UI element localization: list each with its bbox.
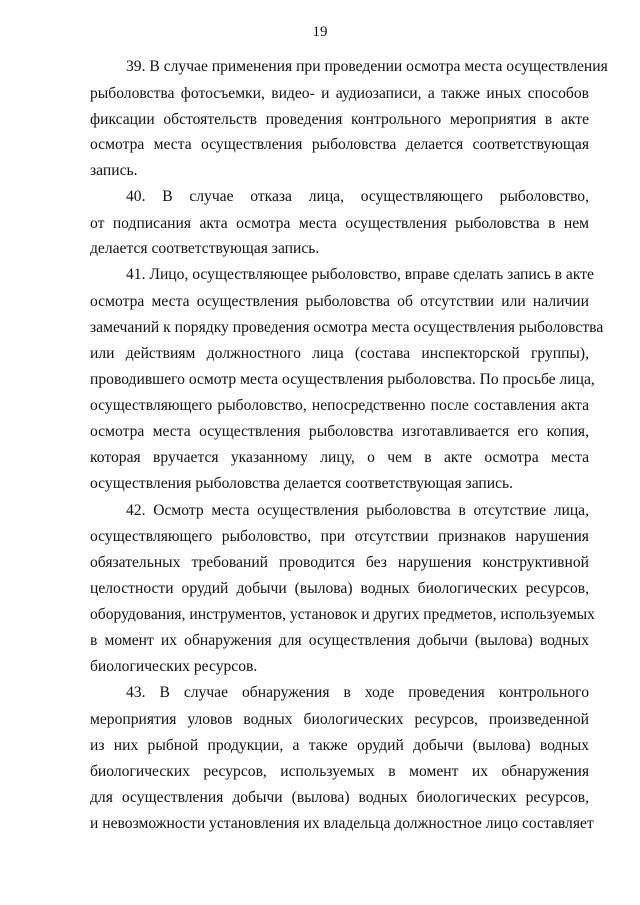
- paragraph-42-line-7: биологических ресурсов.: [90, 658, 258, 675]
- paragraph-41-line-6: осуществляющего рыболовство, непосредственно после составления акта: [90, 397, 589, 414]
- paragraph-42-line-1: 42. Осмотр места осуществления рыболовства в отсутствие лица,: [126, 502, 589, 519]
- paragraph-41-line-9: осуществления рыболовства делается соответствующая запись.: [90, 475, 514, 492]
- paragraph-40-line-1: 40. В случае отказа лица, осуществляющего рыболовство,: [126, 188, 589, 205]
- paragraph-43-line-1: 43. В случае обнаружения в ходе проведения контрольного: [126, 684, 589, 701]
- paragraph-39-line-1: 39. В случае применения при проведении осмотра места осуществления: [126, 58, 608, 75]
- paragraph-40-line-2: от подписания акта осмотра места осуществления рыболовства в нем: [90, 215, 589, 232]
- paragraph-43-line-5: для осуществления добычи (вылова) водных биологических ресурсов,: [90, 789, 589, 806]
- paragraph-39-line-4: осмотра места осуществления рыболовства делается соответствующая: [90, 136, 589, 153]
- paragraph-42-line-6: в момент их обнаружения для осуществления добычи (вылова) водных: [90, 632, 589, 649]
- paragraph-41-line-5: проводившего осмотр места осуществления рыболовства. По просьбе лица,: [90, 371, 595, 388]
- paragraph-43-line-2: мероприятия уловов водных биологических ресурсов, произведенной: [90, 711, 589, 728]
- paragraph-41-line-3: замечаний к порядку проведения осмотра места осуществления рыболовства: [90, 319, 604, 336]
- paragraph-42-line-5: оборудования, инструментов, установок и других предметов, используемых: [90, 606, 595, 623]
- paragraph-39-line-5: запись.: [90, 162, 138, 179]
- paragraph-39-line-2: рыболовства фотосъемки, видео- и аудиозаписи, а также иных способов: [90, 85, 589, 102]
- paragraph-42-line-4: целостности орудий добычи (вылова) водных биологических ресурсов,: [90, 580, 589, 597]
- paragraph-43-line-3: из них рыбной продукции, а также орудий добычи (вылова) водных: [90, 737, 589, 754]
- page-number: 19: [312, 24, 328, 40]
- paragraph-41-line-8: которая вручается указанному лицу, о чем в акте осмотра места: [90, 449, 589, 466]
- paragraph-43-line-6: и невозможности установления их владельца должностное лицо составляет: [90, 815, 594, 832]
- paragraph-43-line-4: биологических ресурсов, используемых в момент их обнаружения: [90, 763, 589, 780]
- paragraph-41-line-1: 41. Лицо, осуществляющее рыболовство, вправе сделать запись в акте: [126, 266, 594, 283]
- paragraph-39-line-3: фиксации обстоятельств проведения контрольного мероприятия в акте: [90, 111, 589, 128]
- paragraph-40-line-3: делается соответствующая запись.: [90, 240, 320, 257]
- paragraph-41-line-2: осмотра места осуществления рыболовства об отсутствии или наличии: [90, 293, 589, 310]
- paragraph-41-line-4: или действиям должностного лица (состава инспекторской группы),: [90, 345, 589, 362]
- paragraph-42-line-2: осуществляющего рыболовство, при отсутствии признаков нарушения: [90, 528, 589, 545]
- paragraph-41-line-7: осмотра места осуществления рыболовства изготавливается его копия,: [90, 423, 589, 440]
- paragraph-42-line-3: обязательных требований проводится без нарушения конструктивной: [90, 554, 589, 571]
